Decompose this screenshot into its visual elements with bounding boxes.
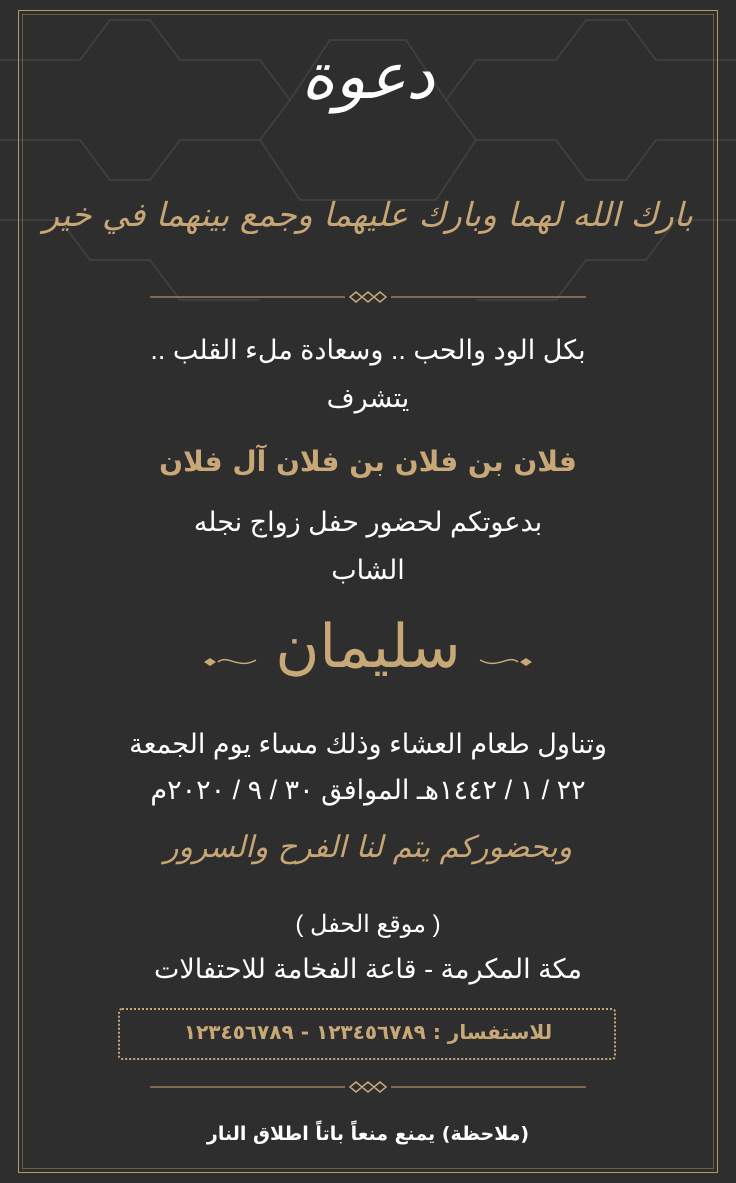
top-divider: [150, 287, 586, 307]
intro-line-2: يتشرف: [326, 383, 410, 413]
host-name: فلان بن فلان بن فلان آل فلان: [159, 445, 577, 478]
groom-name: سليمان: [275, 612, 461, 682]
blessing-text: بارك الله لهما وبارك عليهما وجمع بينهما في خير: [42, 195, 694, 234]
details-line-1: وتناول طعام العشاء وذلك مساء يوم الجمعة: [129, 729, 607, 759]
invitation-line-1: بدعوتكم لحضور حفل زواج نجله: [193, 507, 543, 537]
details-date: ٢٢ / ١ / ١٤٤٢هـ الموافق ٣٠ / ٩ / ٢٠٢٠م: [150, 775, 586, 805]
venue-label: ( موقع الحفل ): [295, 911, 441, 938]
closing-text: وبحضوركم يتم لنا الفرح والسرور: [163, 830, 573, 865]
intro-line-1: بكل الود والحب .. وسعادة ملء القلب ..: [150, 335, 586, 365]
bottom-divider: [150, 1077, 586, 1097]
invitation-title: دعوة: [301, 40, 435, 114]
invitation-line-2: الشاب: [331, 555, 405, 585]
contact-text: للاستفسار : ١٢٣٤٥٦٧٨٩ - ١٢٣٤٥٦٧٨٩: [183, 1020, 553, 1044]
venue-location: مكة المكرمة - قاعة الفخامة للاحتفالات: [153, 954, 582, 984]
note-text: (ملاحظة) يمنع منعاً باتاً اطلاق النار: [206, 1123, 530, 1145]
